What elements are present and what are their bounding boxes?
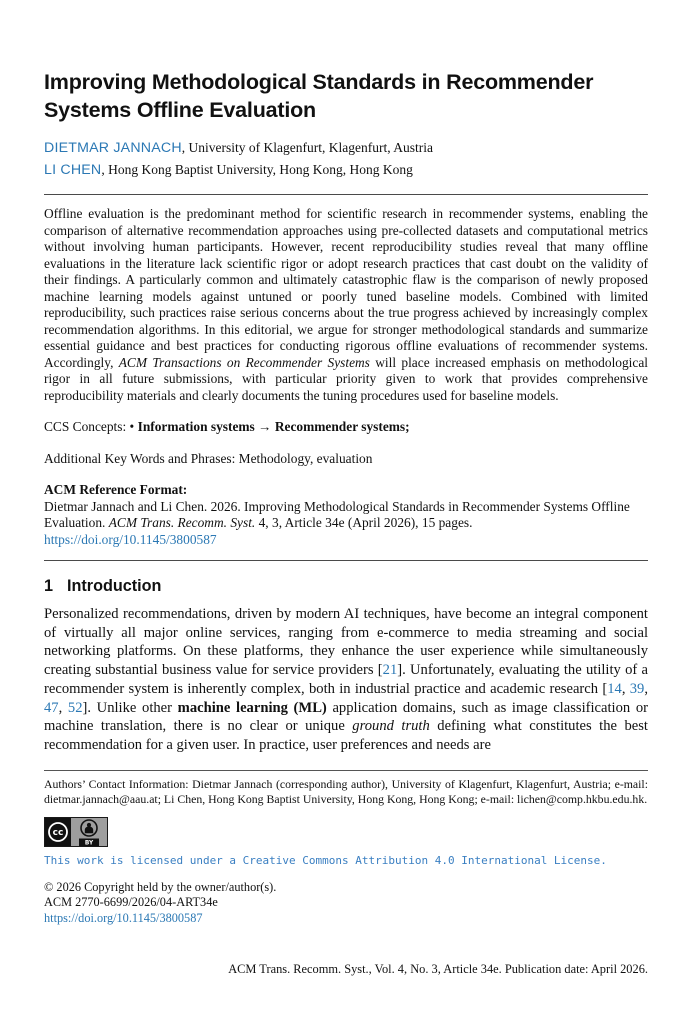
introduction-paragraph: Personalized recommendations, driven by modern AI techniques, have become an integral component of virtually all major online services, ranging from e-commerce to media streaming and social networking platforms. On these platforms, they enhance the user experience while simultaneously creating substantial business value for service providers [21]. Unfortunately, evaluating the utility of a recommender system is inherently complex, both in industrial practice and academic research [14, 39, 47, 52]. Unlike other machine learning (ML) application domains, such as image classification or machine translation, there is no clear or unique ground truth defining what constitutes the best recommendation for a given user. In practice, user preferences and needs are xyxy=(44,606,649,753)
copyright-block xyxy=(44,880,648,926)
license-link[interactable]: This work is licensed under a Creative Commons Attribution 4.0 International License. xyxy=(44,853,607,867)
issn-line: ACM 2770-6699/2026/04-ART34e xyxy=(44,895,218,910)
paper-title: Improving Methodological Standards in Recommender Systems Offline Evaluation xyxy=(44,70,594,122)
by-label: BY xyxy=(84,840,94,847)
section-number: 1 xyxy=(44,577,54,595)
cc-by-badge[interactable] xyxy=(44,817,108,847)
ccs-concepts: CCS Concepts: • Information systems → Recommender systems; xyxy=(44,419,410,434)
doi-link[interactable]: https://doi.org/10.1145/3800587 xyxy=(44,910,203,925)
cc-by-icon xyxy=(44,817,108,847)
acm-reference-format xyxy=(44,482,648,548)
frontmatter-divider xyxy=(44,560,648,561)
keywords-text: Additional Key Words and Phrases: Methodology, evaluation xyxy=(44,450,373,466)
reference-heading: ACM Reference Format: xyxy=(44,482,188,497)
citation-link[interactable]: 39 xyxy=(629,680,645,697)
author-name-link[interactable]: LI CHEN xyxy=(44,162,102,178)
journal-footer: ACM Trans. Recomm. Syst., Vol. 4, No. 3, Article 34e. Publication date: April 2026. xyxy=(228,962,648,977)
doi-link[interactable]: https://doi.org/10.1145/3800587 xyxy=(44,531,217,547)
author-list xyxy=(44,137,648,181)
section-title: Introduction xyxy=(67,577,162,595)
author-line xyxy=(44,137,648,159)
citation-link[interactable]: 14 xyxy=(607,680,622,697)
citation-link[interactable]: 21 xyxy=(382,662,398,679)
copyright-line: © 2026 Copyright held by the owner/author(s). xyxy=(44,879,277,894)
footnote-block xyxy=(44,770,648,926)
author-affiliation: , Hong Kong Baptist University, Hong Kong, Hong Kong xyxy=(101,162,413,177)
citation-link[interactable]: 47 xyxy=(44,699,59,716)
section-heading xyxy=(44,577,648,596)
header-divider xyxy=(44,194,648,195)
abstract-text: Offline evaluation is the predominant method for scientific research in recommender systems, enabling the comparison of alternative recommendation approaches using pre-collected datasets and computational metrics without involving human participants. However, recent reproducibility studies reveal that many offline evaluations in the literature lack scientific rigor or adopt research practices that cast doubt on the validity of their findings. A particularly common and ultimately catastrophic flaw is the comparison of newly proposed machine learning models against untuned or poorly tuned baseline models. Combined with limited reproducibility, such practices raise serious concerns about the true progress achieved by increasingly complex recommendation algorithms. In this editorial, we argue for stronger methodological standards and summarize essential guidance and best practices for conducting rigorous offline evaluations of recommender systems. Accordingly, ACM Transactions on Recommender Systems will place increased emphasis on methodological rigor in all future submissions, with particular priority given to work that provides comprehensive reproducibility materials and clearly documents the tuning procedures used for baseline models. xyxy=(44,206,649,403)
footnote-divider xyxy=(44,770,648,771)
cc-label: cc xyxy=(52,828,64,839)
reference-text: Dietmar Jannach and Li Chen. 2026. Improving Methodological Standards in Recommender Systems Offline Evaluation. ACM Trans. Recomm. Syst. 4, 3, Article 34e (April 2026), 15 pages. https://doi.org/10.1145/3800587 xyxy=(44,498,630,547)
author-name-link[interactable]: DIETMAR JANNACH xyxy=(44,140,182,156)
authors-contact-info: Authors’ Contact Information: Dietmar Jannach (corresponding author), University of Klagenfurt, Klagenfurt, Austria; e-mail: dietmar.jannach@aau.at; Li Chen, Hong Kong Baptist University, Hong Kong, Hong Kong; e-mail: lichen@comp.hkbu.edu.hk. xyxy=(44,776,648,806)
person-icon xyxy=(85,826,93,833)
author-line xyxy=(44,159,648,181)
citation-link[interactable]: 52 xyxy=(67,699,83,716)
author-affiliation: , University of Klagenfurt, Klagenfurt, Austria xyxy=(181,140,433,155)
